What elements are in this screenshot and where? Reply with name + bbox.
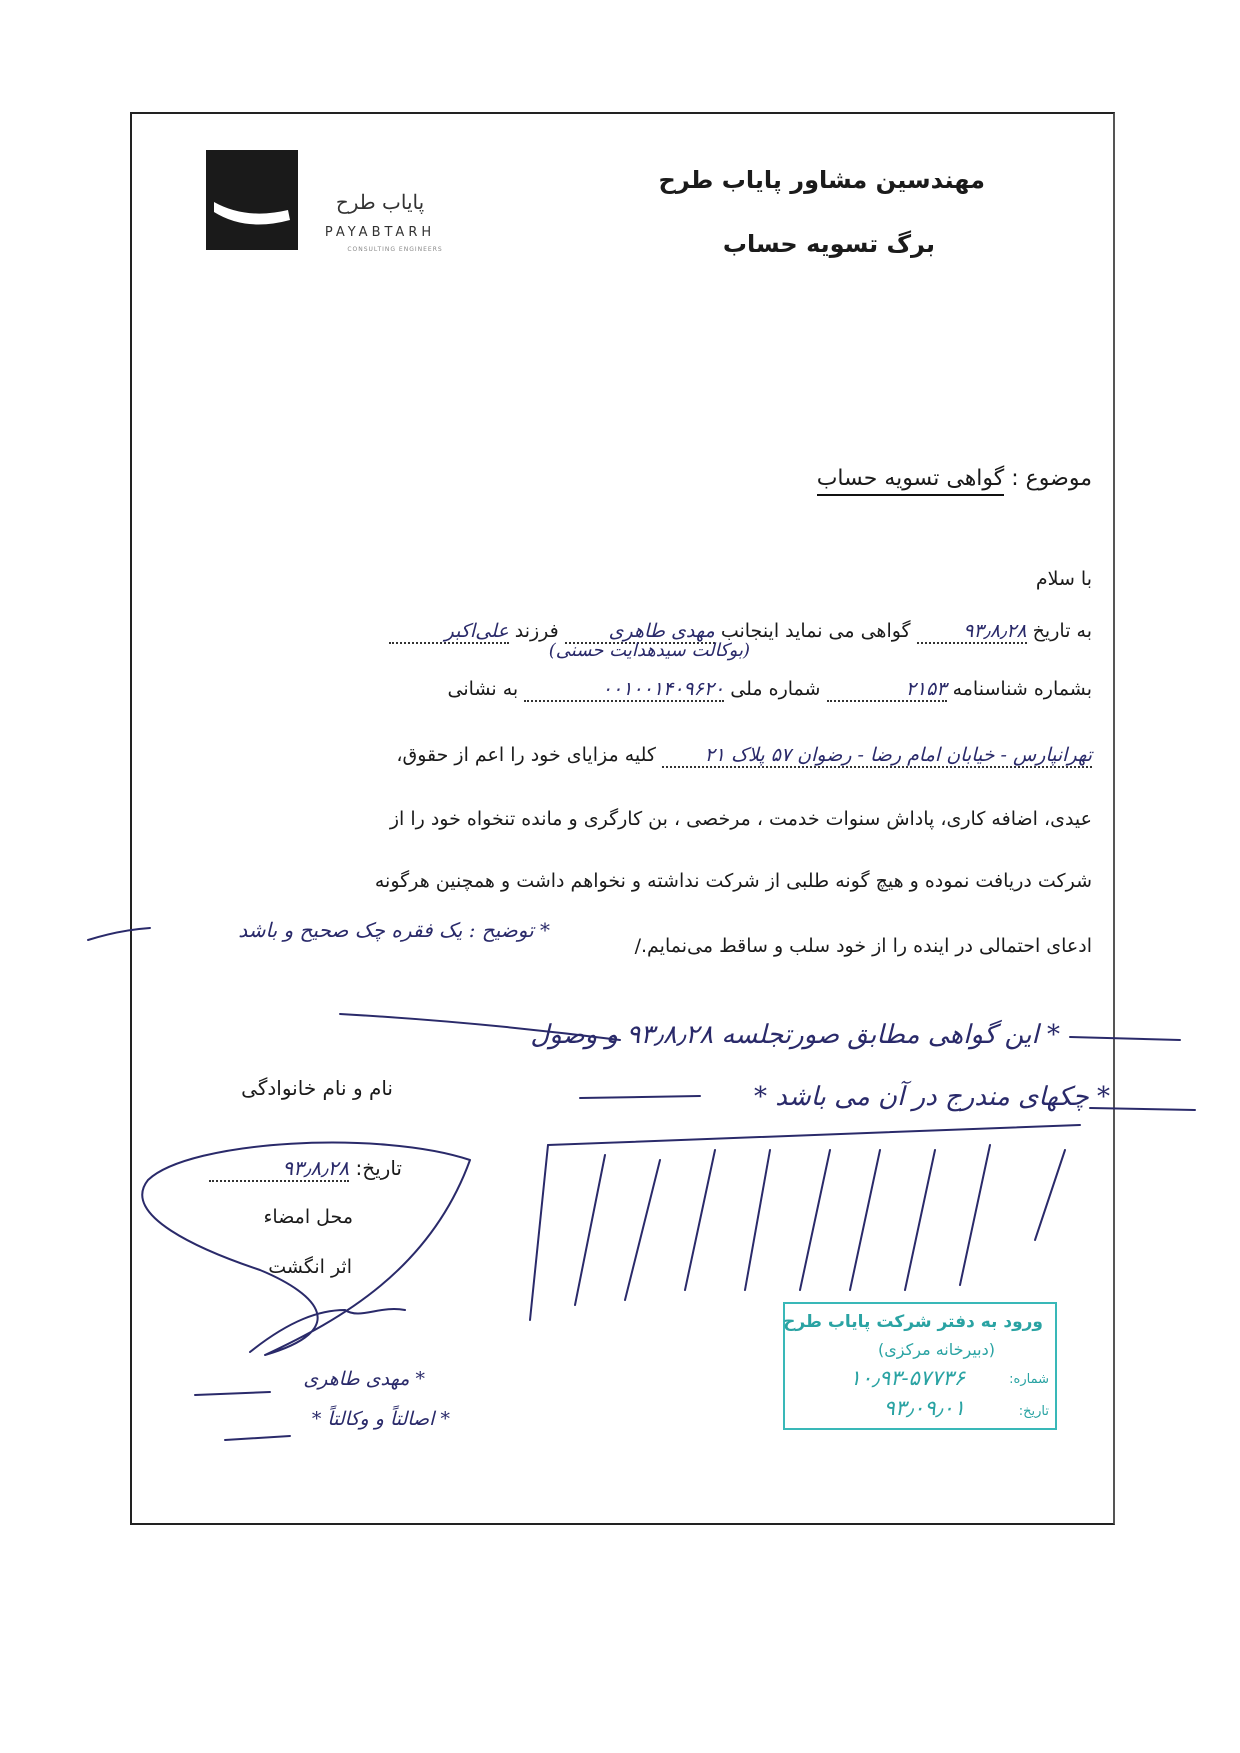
pen-stroke: [195, 1392, 270, 1395]
national-id-field: ۰۰۱۰۰۱۴۰۹۶۲۰: [524, 678, 724, 702]
form-title: برگ تسویه حساب: [722, 230, 935, 258]
stamp-date-label: تاریخ:: [1018, 1404, 1049, 1419]
pen-stroke: [625, 1160, 660, 1300]
father-name-field: علی‌اکبر: [389, 620, 509, 644]
body-text: کلیه مزایای خود را اعم از حقوق،: [396, 744, 656, 766]
name-label: نام و نام خانوادگی: [241, 1076, 393, 1100]
pen-stroke: [225, 1436, 290, 1440]
pen-stroke: [905, 1150, 935, 1290]
pen-stroke: [685, 1150, 715, 1290]
body-line-7: ادعای احتمالی در اینده را از خود سلب و ساقط می‌نمایم./: [634, 935, 1092, 957]
logo-subline: CONSULTING ENGINEERS: [347, 246, 443, 253]
entry-stamp: [783, 1302, 1057, 1430]
pen-stroke: [530, 1145, 548, 1320]
pen-stroke: [1090, 1108, 1195, 1110]
handwritten-name: * مهدی طاهری: [303, 1368, 425, 1390]
date-label: تاریخ:: [355, 1156, 402, 1180]
id-number-field: ۲۱۵۳: [827, 678, 947, 702]
body-text: به تاریخ: [1032, 620, 1092, 642]
body-text: بشماره شناسنامه: [952, 678, 1092, 700]
greeting: با سلام: [1035, 568, 1092, 590]
body-text: گواهی می نماید اینجانب: [720, 620, 911, 642]
pen-stroke: [1035, 1150, 1065, 1240]
stamp-number-value: ۱۰٫۹۳-۵۷۷۳۶: [849, 1366, 965, 1390]
pen-stroke: [800, 1150, 830, 1290]
pen-stroke: [745, 1150, 770, 1290]
date-field: ۹۳٫۸٫۲۸: [917, 620, 1027, 644]
agency-note: (بوکالت سیدهدایت حسنی): [548, 640, 750, 661]
body-text: فرزند: [514, 620, 559, 642]
pen-stroke: [340, 1014, 620, 1040]
handwritten-line-1: * این گواهی مطابق صورتجلسه ۹۳٫۸٫۲۸ و وصول: [530, 1020, 1060, 1050]
thumbprint-label: اثر انگشت: [268, 1256, 352, 1278]
pen-stroke: [850, 1150, 880, 1290]
body-line-5: عیدی، اضافه کاری، پاداش سنوات خدمت ، مرخصی ، بن کارگری و مانده تنخواه خود را از: [389, 808, 1092, 830]
stamp-subtitle: (دبیرخانه مرکزی): [878, 1340, 995, 1359]
pen-stroke: [548, 1125, 1080, 1145]
pen-stroke: [575, 1155, 605, 1305]
signature-loop: [142, 1143, 470, 1355]
subject-value: گواهی تسویه حساب: [817, 466, 1005, 496]
name-field: مهدی طاهری: [565, 620, 715, 644]
signature-date-value: ۹۳٫۸٫۲۸: [209, 1156, 349, 1182]
body-text: به نشانی: [447, 678, 519, 700]
handwritten-agency: * اصالتاً و وکالتاً *: [311, 1408, 450, 1430]
address-field: تهرانپارس - خیابان امام رضا - رضوان ۵۷ پلاک ۲۱: [662, 744, 1092, 768]
pen-stroke: [1070, 1037, 1180, 1040]
company-name: مهندسین مشاور پایاب طرح: [658, 166, 985, 194]
stamp-number-label: شماره:: [1009, 1372, 1049, 1387]
handwritten-line-2: * چکهای مندرج در آن می باشد *: [754, 1082, 1110, 1112]
body-text: شماره ملی: [730, 678, 821, 700]
handwritten-note: * توضیح : یک فقره چک صحیح و باشد: [238, 918, 550, 942]
logo-english-text: PAYABTARH: [324, 225, 436, 240]
stamp-title: ورود به دفتر شرکت پایاب طرح: [783, 1312, 1043, 1332]
pen-stroke: [580, 1096, 700, 1098]
body-line-6: شرکت دریافت نموده و هیچ گونه طلبی از شرکت نداشته و نخواهم داشت و همچنین هرگونه: [374, 870, 1092, 892]
pen-stroke: [88, 928, 150, 940]
logo-persian-text: پایاب طرح: [335, 190, 425, 214]
signature-place-label: محل امضاء: [263, 1206, 353, 1228]
stamp-date-value: ۹۳٫۰۹٫۰۱: [883, 1396, 965, 1420]
subject-label: موضوع :: [1011, 466, 1092, 491]
signature-stroke: [250, 1309, 405, 1352]
pen-stroke: [960, 1145, 990, 1285]
